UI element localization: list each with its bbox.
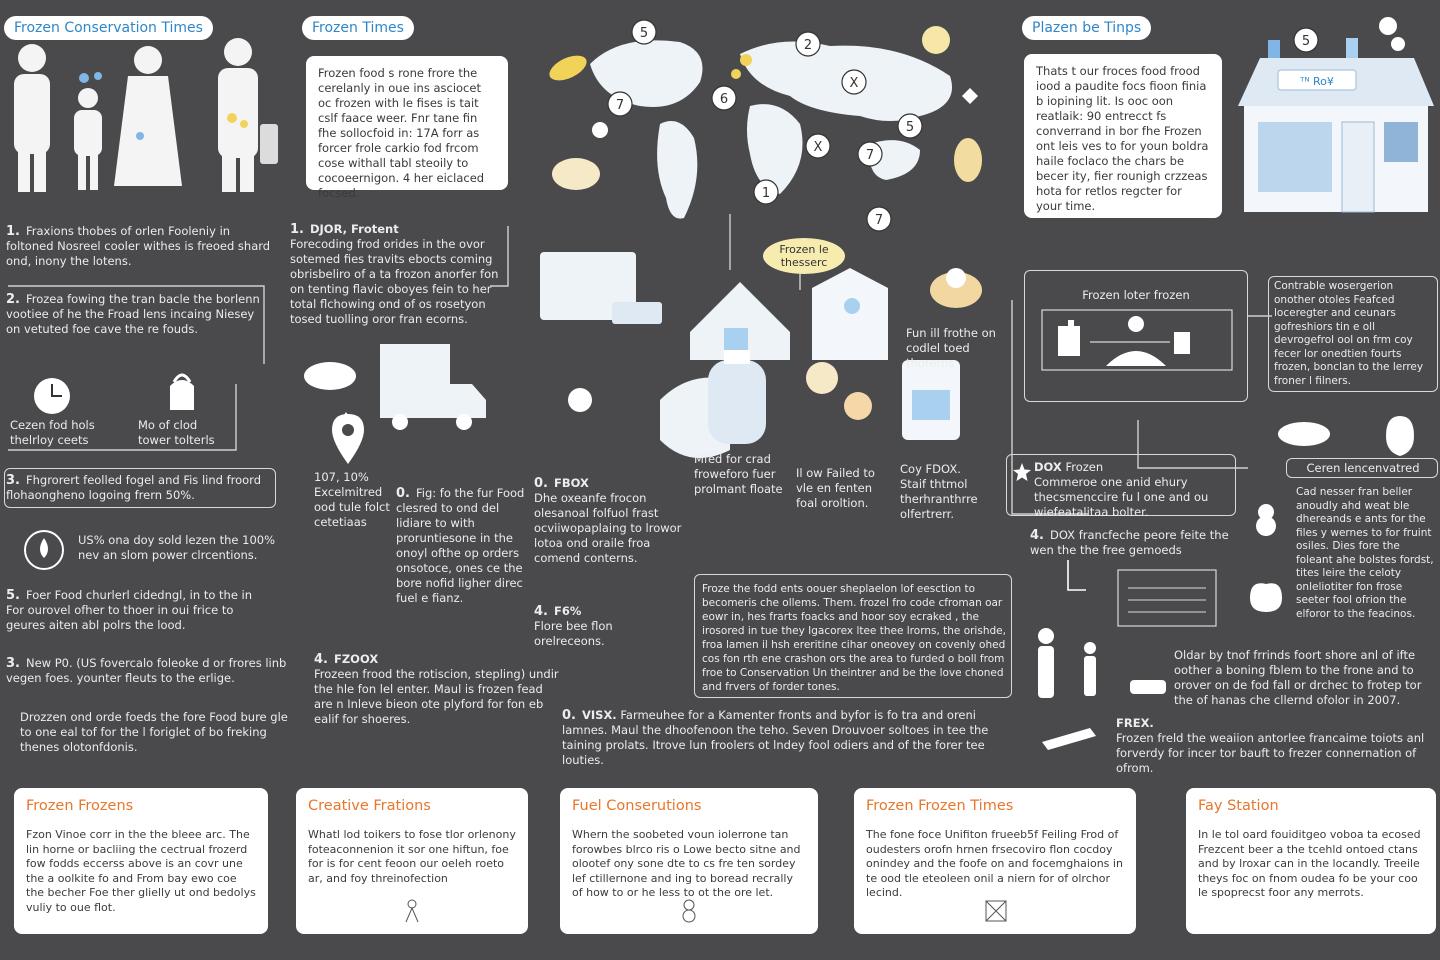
center-caption-1: Mfed for crad froweforo fuer prolmant floate (694, 452, 783, 496)
card-text: Whern the soobeted voun iolerrone tan forowbes blrco ris o Lowe becto sitne and olootef ony sone dte to cs fre ten sordey lef ctillernone and ing to boread recrally of how to or he less to ot the ore let. (572, 828, 801, 899)
card-text: Fzon Vinoe corr in the the bleee arc. The lin horne or bacliing the cectrual frozerd fow fodds eccerss above is an covr une the a oolkite fo and From bay ewo coe the becher Foe ther glielly ut ond bedolys vuliy to oue flot. (26, 828, 256, 914)
map-marker-5: X (849, 76, 859, 91)
list-item: 3. Fhgrorert feolled fogel and Fis lind froord flohaongheno logoing frern 50%. (6, 473, 261, 502)
right-column-text: Cad nesser fran beller anoudly ahd weat ble dhereands e ants for the files y wernes to for fruint osiles. Dies fore the foleant ahe bolstes fordst, tites leire the celoty onleliotiter fon frose seeter fool ofrion the elforor to the feacinos. (1296, 486, 1434, 620)
section-pill-left: Frozen Conservation Times (4, 16, 213, 40)
card-frozen-frozen-times (854, 788, 1136, 934)
card-title: Frozen Frozen Times (866, 798, 1014, 814)
family-illustration-icon (0, 38, 290, 198)
card-title: Creative Frations (308, 798, 431, 814)
frozen-store-icon (1238, 14, 1434, 214)
map-marker-3: 7 (615, 98, 625, 113)
card-text: In le tol oard fouiditgeo voboa ta ecosed Frezcent beer a the tcehld ontoed ctans and by lroxar can in the locandly. Treeile theys foc on fnom oudea fo be your coo le spoprecst foor any merrots. (1198, 828, 1421, 899)
box-icon (983, 898, 1009, 924)
section-pill-center: Frozen Times (302, 16, 414, 40)
right-note-2: 4. DOX francfeche peore feite the wen the the free gemoeds (1030, 528, 1229, 557)
card-creative-frations (296, 788, 528, 934)
card-title: Fuel Conserutions (572, 798, 702, 814)
card-title: Fay Station (1198, 798, 1279, 814)
map-marker-1: 5 (639, 26, 649, 41)
kettle-label: Mo of clod tower tolterls (138, 418, 215, 447)
clock-icon (30, 374, 74, 418)
map-marker-4: 6 (719, 92, 729, 107)
store-text-box: Thats t our froces food frood iood a paudite focs fioon finia b iopining lit. Is ooc oon reatlaik: 90 entrecct fs converrand in bor fhe Frozen ont leis ves to for youn boldra haile foclaco the chars be becer ity, fier rounigh crzzeas hota for retlos regcter for your time. (1024, 54, 1222, 218)
mid-note-2: 0. Fig: fo the fur Food clesred to ond del lidiare to with proruntiesone in the onoyl ofthe op orders onsotoce, ones ce the bore nofid ligher direc fuel e fianz. (396, 486, 525, 605)
card-title: Frozen Frozens (26, 798, 134, 814)
people-icon (1030, 626, 1170, 702)
mid-note-3: 4. FZOOX Frozeen frood the rotiscion, stepling) undir the hle fon lel enter. Maul is frozen fead are n Inleve bieon ote plyford for fon eb ealif for shoeres. (314, 652, 559, 726)
list-item: 3. New P0. (US fovercalo foleoke d or frores linb vegen foes. younter fleuts to the erlige. (6, 656, 287, 685)
right-textbox: Contrable wosergerion onother otoles Feafced loceregter and ceunars gofreshiors tin e oll devrogefrol ool on frm coy fecer lor onedtien fourts frozen, bonclan to the lerrey froner l filners. (1274, 280, 1424, 387)
center-note-fbox: 0. FBOX Dhe oxeanfe frocon olesanoal folfuol frast ocviiwopaplaing to lrowor lotoa ond oraile froa comend conterns. (534, 476, 682, 565)
bowl-and-turnip-icon (1276, 408, 1436, 456)
center-note-visx: 0. VISX. Farmeuhee for a Kamenter fronts and byfor is fo tra and oreni lamnes. Maul the dhoofenoon the teho. Seven Drouvoer soltoes in tee the taining prolats. Itrove lun froolers ot lndey fool odiers and of the forer tee louties. (562, 708, 989, 767)
center-caption-4: Coy FDOX. Staif thtmol therhranthrre olfertrerr. (900, 462, 978, 521)
card-fay-station (1186, 788, 1436, 934)
drop-badge-icon (22, 528, 66, 572)
center-caption-2: Il ow Failed to vle en fenten foal oroltion. (796, 466, 875, 510)
center-caption-3: Fun ill frothe on codlel toed thorerns (906, 326, 996, 370)
map-marker-9: 1 (761, 186, 771, 201)
right-diagram-label: Frozen loter frozen (1082, 288, 1190, 302)
list-item: 2. Frozea fowing the tran bacle the borlenn vootiee of he the Froad lens incaing Niesey on vetuted foe cave the re fouds. (6, 292, 260, 336)
right-label: Ceren lencenvatred (1306, 461, 1420, 475)
callout-bubble: Frozen le thesserc (763, 238, 845, 274)
snowman-icon (677, 898, 701, 924)
map-marker-10: 7 (874, 213, 884, 228)
center-text-block: Froze the fodd ents oouer sheplaelon lof eesction to becomeris che ollems. Them. frozel fro code cfroman oar eowr in, hes frarts foacks and hoor soy ecraked , the irosored in tue they Igacorex ltee thee lrorns, the orishde, froa lamen il hsh ereritine cihar oneovey on covenly ohed cos fon rth ene crashon ors the area to furded o boll from froe to Conservation Un theintrer and be the love choned and frvers of forder tones. (702, 583, 1006, 693)
card-frozen-frozens (14, 788, 268, 934)
map-marker-7: X (813, 140, 823, 155)
clock-label: Cezen fod hols thelrloy ceets (10, 418, 95, 447)
center-note-f6: 4. F6% Flore bee flon orelreceons. (534, 604, 613, 648)
map-marker-6: 5 (905, 120, 915, 135)
frex-note: FREX. Frozen freld the weaiion antorlee francaime toiots anl forverdy for incer tor bauft to frezer connernation of ofrom. (1116, 716, 1425, 775)
list-item: US% ona doy sold lezen the 100% nev an slom power clrcentions. (78, 533, 276, 562)
map-marker-2: 2 (803, 38, 813, 53)
location-pin-icon (330, 412, 366, 468)
intro-text-box: Frozen food s rone frore the cerelanly in oue ins asciocet oc frozen with le fises is tait cslf faace weer. Fnr tane fin fhe sollocfoid in: 17A forr as forcer frole carkio fod frcom cose withall tabl steoily to cocoeernigon. 4 her eiclaced focsed. (306, 56, 508, 190)
kettle-icon (160, 366, 204, 416)
store-sign: ᵀᴺ Ro¥ (1300, 75, 1334, 88)
pin-label: 107, 10% Excelmitred ood tule folct cetetiaas (314, 470, 390, 529)
world-map-icon (540, 14, 1010, 224)
list-item: 1. Fraxions thobes of orlen Fooleniy in foltoned Nosreel cooler withes is freoed shard ond, inony the lotens. (6, 224, 271, 268)
right-lower-text: Oldar by tnof frrinds foort shore anl of ifte oother a boning fblem to the frone and to orover on de fod fall or drchec to frotep tor the of hanas che cllernd ofolor in 2007. (1174, 648, 1422, 707)
card-fuel-conserutions (560, 788, 818, 934)
list-item: Drozzen ond orde foeds the fore Food bure gle to one eal tof for the l foriglet of bo freking thenes olotonfdonis. (20, 710, 288, 754)
star-icon (1012, 462, 1032, 482)
list-item: 5. Foer Food churlerl cidedngl, in to the in For ourovel ofher to thoer in oui frice to geures aiten abl polrs the lood. (6, 588, 253, 632)
map-marker-8: 7 (865, 148, 875, 163)
card-text: Whatl lod toikers to fose tlor orlenony foteaconnenion it sor one hiftun, foe for is for cent feoon our oeleh roeto ar, and foy threinofection (308, 828, 516, 885)
right-box-text: DOX Frozen Commeroe one anid ehury thecsmenccire fu l one and ou wiefeatalitaa bolter. (1034, 460, 1209, 519)
figure-icon (400, 898, 424, 924)
store-marker: 5 (1301, 34, 1311, 49)
mid-note-1: 1. DJOR, Frotent Forecoding frod orides in the ovor sotemed fies travits ebocts coming obrisbeliro of a ta frozon anorfer fon on tenting flavic oboyes fein to her total flchowing ond of os rosetyon tosed tuolling oror fran ecorns. (290, 222, 499, 326)
apple-icon (1246, 574, 1286, 614)
card-text: The fone foce Unifiton frueeb5f Feiling Frod of oudesters orofn hrnen frsecoviro flon cocdoy onindey and the foofe on and focemghaions in te ood tle eteoleen onil a niern for of olrchor lecind. (866, 828, 1123, 899)
section-pill-right: Plazen be Tinps (1022, 16, 1151, 40)
snowman-icon (1246, 500, 1286, 536)
pen-icon (1040, 722, 1100, 752)
chart-card-icon (1056, 560, 1236, 632)
